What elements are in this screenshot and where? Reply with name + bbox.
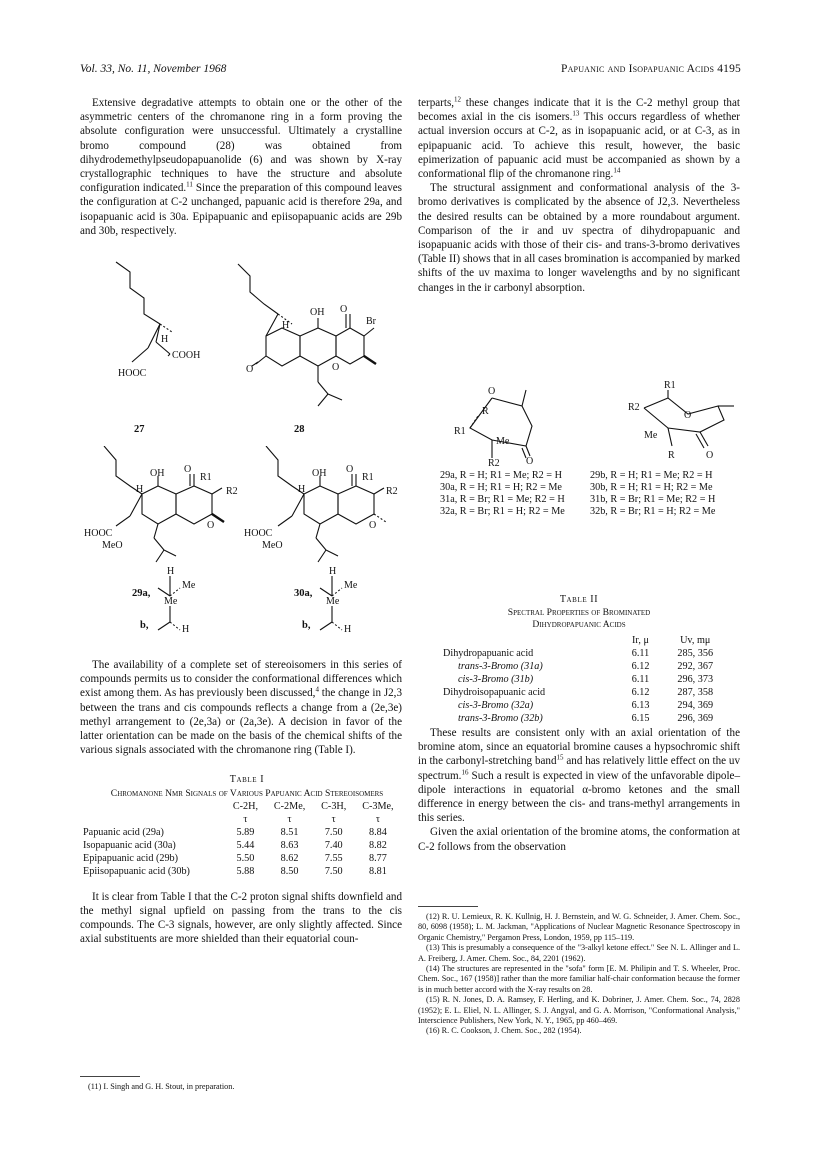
structures-29a-30a — [80, 446, 402, 642]
label-27-h: H — [161, 334, 169, 345]
structure-drawing-29a-30a — [80, 446, 402, 642]
label-30a-h: H — [298, 484, 306, 495]
running-header-right: Papuanic and Isopapuanic Acids 4195 — [560, 63, 741, 75]
table-2-header-row: Ir, μ Uv, mμ — [632, 635, 711, 646]
footnote-11: (11) I. Singh and G. H. Stout, in preparation. — [88, 1082, 235, 1091]
newman-29b-h: H — [182, 624, 190, 635]
label-30a-r1: R1 — [362, 472, 374, 483]
table-row: Dihydroisopapuanic acid 6.12 287, 358 — [443, 687, 714, 698]
table-row: cis-3-Bromo (31b) 6.11 296, 373 — [458, 674, 714, 685]
newman-29b-me: Me — [164, 596, 178, 607]
sofa-right-r2: R2 — [628, 402, 640, 413]
compound-list-a — [440, 470, 590, 518]
newman-29a-label: 29a, — [132, 588, 151, 599]
label-28-h: H — [282, 320, 290, 331]
label-28-o: O — [340, 304, 348, 315]
table-row: Epipapuanic acid (29b) 5.50 8.62 7.55 8.77 — [83, 852, 387, 864]
newman-29b-label: b, — [140, 620, 149, 631]
right-column — [418, 96, 740, 295]
table-row: Papuanic acid (29a) 5.89 8.51 7.50 8.84 — [83, 826, 387, 838]
newman-30a-h: H — [329, 566, 337, 577]
label-29a-r2: R2 — [226, 486, 238, 497]
sofa-left-r: R — [482, 406, 489, 417]
table-row: Isopapuanic acid (30a) 5.44 8.63 7.40 8.82 — [83, 839, 387, 851]
compound-number-28: 28 — [294, 424, 305, 435]
label-28-o-lactone: O — [246, 364, 254, 375]
list-item: 29b, R = H; R1 = Me; R2 = H — [590, 470, 713, 481]
sofa-left-r2: R2 — [488, 458, 500, 466]
footnotes-right — [418, 912, 740, 1037]
sofa-left-o-keto: O — [526, 456, 534, 466]
sofa-right-o: O — [684, 410, 692, 421]
table-row: Epiisopapuanic acid (30b) 5.88 8.50 7.50 8.81 — [83, 865, 387, 877]
table-2-grid — [440, 634, 730, 725]
label-29a-o: O — [184, 464, 192, 475]
label-30a-oh: OH — [312, 468, 327, 479]
list-item: 31b, R = Br; R1 = Me; R2 = H — [590, 494, 716, 505]
label-27-hooc: HOOC — [118, 368, 147, 379]
table-1-header-row: C-2H, C-2Me, C-3H, C-3Me, — [232, 800, 394, 812]
footnote-14: (14) The structures are represented in the "sofa" form [E. M. Philipin and T. S. Wheeler, Proc. Chem. Soc., 167 (1958)] rather than the more familiar half-chair conformation because the former is in much better accord with the X-ray results on 28. — [418, 964, 740, 994]
sofa-conformation-drawing — [418, 380, 740, 466]
list-item: 30b, R = H; R1 = H; R2 = Me — [590, 482, 713, 493]
right-column-continued — [418, 726, 740, 854]
sofa-right-o-keto: O — [706, 450, 714, 461]
table-row: trans-3-Bromo (31a) 6.12 292, 367 — [458, 661, 714, 672]
label-27-cooh: COOH — [172, 350, 201, 361]
sofa-left-r1: R1 — [454, 426, 466, 437]
table-1-subtitle: Chromanone Nmr Signals of Various Papuanic Acid Stereoisomers — [110, 787, 384, 799]
table-2-title: Table II — [559, 594, 599, 605]
footnote-12: (12) R. U. Lemieux, R. K. Kullnig, H. J. Bernstein, and W. G. Schneider, J. Amer. Chem. Soc., 80, 6098 (1958); L. M. Jackman, "Applications of Nuclear Magnetic Resonance Spectroscopy in Organic Chemistry," Pergamon Press, London, 1959, pp 115–119. — [418, 912, 740, 942]
paragraph-axial-bromine: These results are consistent only with an axial orientation of the bromine atom, since an equatorial bromine causes a hypsochromic shift in the carbonyl-stretching band$^{15}$ and has relatively little effect on the uv spectrum.$^{16}$ Such a result is expected in view of the unfavorable dipole–dipole interactions in equatorial α-bromo ketones and the small difference in energy between the cis- and trans-methyl arrangements in this series. — [418, 727, 741, 825]
newman-29a-me: Me — [182, 580, 196, 591]
label-30a-meo: MeO — [262, 540, 283, 551]
label-30a-hooc: HOOC — [244, 528, 273, 539]
footnote-16: (16) R. C. Cookson, J. Chem. Soc., 282 (1954). — [426, 1026, 582, 1036]
paragraph-absolute-configuration: Extensive degradative attempts to obtain one or the other of the asymmetric centers of the chromanone ring in a form proving the absolute configuration were unsuccessful. Ultimately a crystalline bromo compound (28) was obtained from dihydrodemethylpseudopapuanolide (6) and was shown by X-ray crystallographic techniques to have the structure and absolute configuration indicated.$^{11}$ Since the preparation of this compound leaves the configuration at C-2 unchanged, papuanic acid is therefore 29a, and isopapuanic acid is 30a. Epipapuanic and epiisopapuanic acids are 29b and 30b, respectively. — [80, 97, 402, 237]
newman-30b-label: b, — [302, 620, 311, 631]
label-28-o-ring: O — [332, 362, 340, 373]
table-2-subtitle: Spectral Properties of Brominated Dihydropapuanic Acids — [507, 607, 651, 630]
label-30a-r2: R2 — [386, 486, 398, 497]
sofa-conformations — [418, 380, 740, 466]
structures-27-28 — [80, 258, 402, 440]
table-row: cis-3-Bromo (32a) 6.13 294, 369 — [458, 700, 714, 711]
newman-30a-label: 30a, — [294, 588, 313, 599]
paragraph-bromo-derivatives: The structural assignment and conformational analysis of the 3-bromo derivatives is complicated by the absence of J2,3. Nevertheless the desired results can be obtained by a more roundabout argument. Comparison of the ir and uv spectra of dihydropapuanic and isopapuanic acids with those of their cis- and trans-3-bromo derivatives (Table II) shows that in all cases bromination is accompanied by marked shifts of the uv maxima to longer wavelengths and by no significant changes in the ir carbonyl absorption. — [418, 182, 740, 294]
list-item: 29a, R = H; R1 = Me; R2 = H — [440, 470, 562, 481]
label-29a-oh: OH — [150, 468, 165, 479]
table-1-unit-row: τ τ τ τ — [243, 813, 380, 825]
list-item: 32b, R = Br; R1 = H; R2 = Me — [590, 506, 716, 517]
paragraph-table-1-discussion: It is clear from Table I that the C-2 proton signal shifts downfield and the methyl signal upfield on passing from the trans to the cis compounds. The C-3 signals, however, are only slightly affected. Since axial substituents are more shielded than their equatorial coun- — [80, 890, 402, 946]
paragraph-axial-methyl: terparts,$^{12}$ these changes indicate that it is the C-2 methyl group that becomes axial in the cis isomers.$^{13}$ This occurs regardless of whether actual inversion occurs at C-2, as in isopapuanic acid, or at C-3, as in epipapuanic acid. To achieve this result, however, the basic epimerization of papuanic acid must be accompanied as shown by a conformational flip of the chromanone ring.$^{14}$ — [418, 95, 740, 181]
label-29a-hooc: HOOC — [84, 528, 113, 539]
label-30a-o-ring: O — [369, 520, 377, 531]
footnote-15: (15) R. N. Jones, D. A. Ramsey, F. Herling, and K. Dobriner, J. Amer. Chem. Soc., 74, 2828 (1952); E. L. Eliel, N. L. Allinger, S. J. Angyal, and G. A. Morrison, "Conformational Analysis," Interscience Publishers, New York, N. Y., 1965, pp 460–469. — [418, 995, 740, 1026]
label-29a-r1: R1 — [200, 472, 212, 483]
table-1-title: Table I — [229, 774, 265, 786]
newman-29a-h: H — [167, 566, 175, 577]
label-29a-h: H — [136, 484, 144, 495]
footnote-rule-right — [418, 906, 478, 907]
list-item: 30a, R = H; R1 = H; R2 = Me — [440, 482, 562, 493]
left-column — [80, 96, 402, 238]
table-2 — [418, 594, 740, 725]
newman-30b-me: Me — [326, 596, 340, 607]
sofa-right-r: R — [668, 450, 675, 461]
table-row: Dihydropapuanic acid 6.11 285, 356 — [443, 648, 714, 659]
left-column-continued — [80, 658, 402, 946]
label-28-br: Br — [366, 316, 376, 327]
paragraph-c2-conformation: Given the axial orientation of the bromine atoms, the conformation at C-2 follows from the observation — [418, 826, 740, 853]
newman-30b-h: H — [344, 624, 352, 635]
list-item: 31a, R = Br; R1 = Me; R2 = H — [440, 494, 565, 505]
compound-list-b — [590, 470, 740, 518]
sofa-left-me: Me — [496, 436, 510, 447]
compound-number-27: 27 — [134, 424, 145, 435]
label-29a-o-ring: O — [207, 520, 215, 531]
label-30a-o: O — [346, 464, 354, 475]
paragraph-stereoisomers: The availability of a complete set of stereoisomers in this series of compounds permits us to consider the conformational differences which exist among them. As has previously been discussed,$^4$ the change in J2,3 between the trans and cis compounds reflects a change from a (2e,3e) methyl arrangement to (2e,3a) or (2a,3e). A decision in favor of the latter orientation can be made on the basis of the chemical shifts of the various signals associated with the chromanone ring (Table I). — [80, 659, 403, 757]
footnote-13: (13) This is presumably a consequence of the "3-alkyl ketone effect." See N. L. Allinger and L. A. Freiberg, J. Amer. Chem. Soc., 84, 2201 (1962). — [418, 943, 740, 963]
table-1 — [80, 773, 402, 877]
footnote-rule-left — [80, 1076, 140, 1077]
sofa-left-o: O — [488, 386, 496, 397]
label-29a-meo: MeO — [102, 540, 123, 551]
table-row: trans-3-Bromo (32b) 6.15 296, 369 — [458, 713, 714, 724]
newman-30a-me: Me — [344, 580, 358, 591]
structure-drawing-27-28 — [80, 258, 402, 440]
table-1-grid — [80, 800, 402, 878]
list-item: 32a, R = Br; R1 = H; R2 = Me — [440, 506, 565, 517]
sofa-right-r1: R1 — [664, 380, 676, 391]
sofa-right-me: Me — [644, 430, 658, 441]
running-header-left: Vol. 33, No. 11, November 1968 — [80, 63, 227, 75]
label-28-oh: OH — [310, 307, 325, 318]
